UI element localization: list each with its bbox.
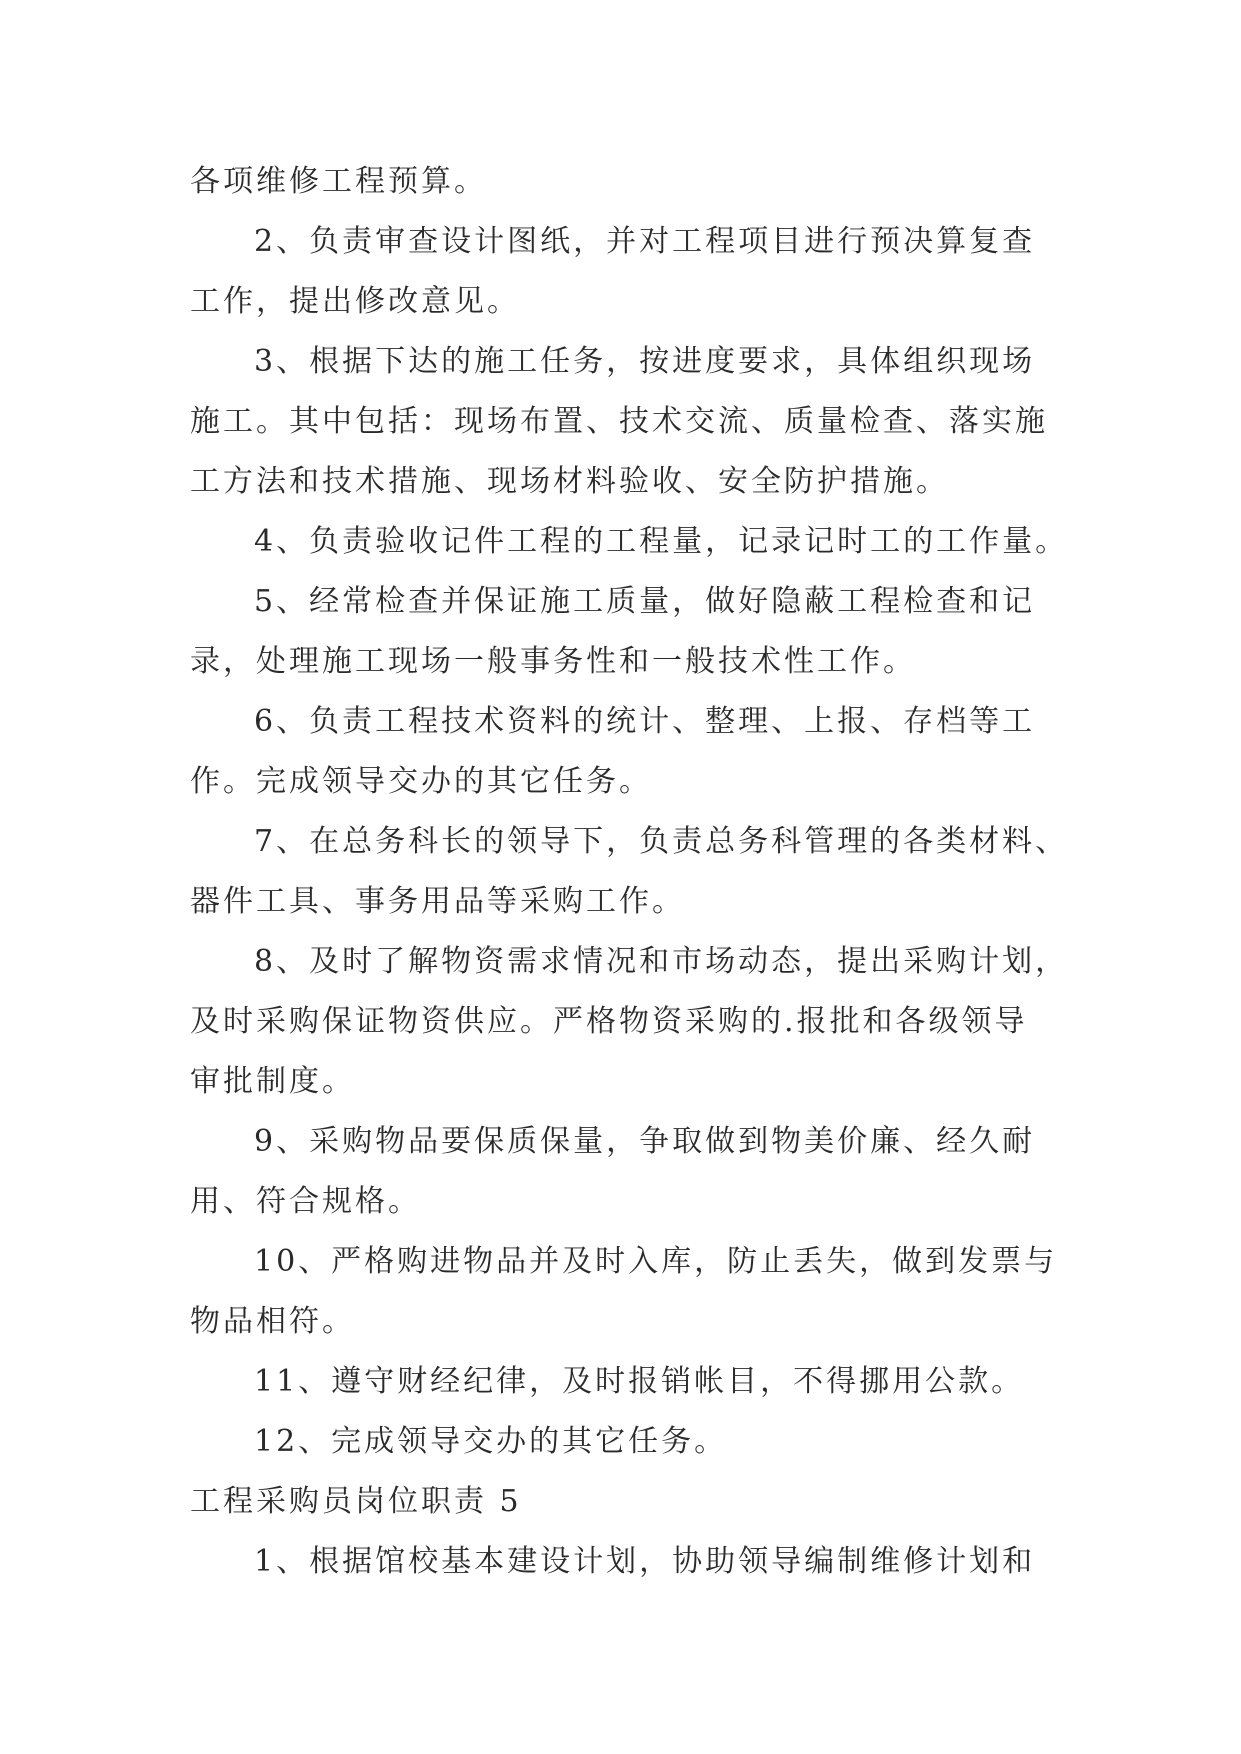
text-line: 工作，提出修改意见。 <box>190 284 520 319</box>
text-line: 3、根据下达的施工任务，按进度要求，具体组织现场 <box>254 344 1036 379</box>
text-line: 9、采购物品要保质保量，争取做到物美价廉、经久耐 <box>254 1124 1036 1159</box>
text-line: 物品相符。 <box>190 1304 355 1339</box>
text-line: 1、根据馆校基本建设计划，协助领导编制维修计划和 <box>254 1544 1036 1579</box>
text-line: 8、及时了解物资需求情况和市场动态，提出采购计划， <box>254 944 1069 979</box>
text-line: 录，处理施工现场一般事务性和一般技术性工作。 <box>190 644 916 679</box>
text-line: 10、严格购进物品并及时入库，防止丢失，做到发票与 <box>254 1244 1058 1279</box>
text-line: 各项维修工程预算。 <box>190 164 487 199</box>
text-line: 12、完成领导交办的其它任务。 <box>254 1424 728 1459</box>
text-line: 7、在总务科长的领导下，负责总务科管理的各类材料、 <box>254 824 1069 859</box>
text-line: 器件工具、事务用品等采购工作。 <box>190 884 685 919</box>
text-line: 用、符合规格。 <box>190 1184 421 1219</box>
document-body <box>190 152 1069 1592</box>
text-line: 作。完成领导交办的其它任务。 <box>190 764 652 799</box>
text-line: 施工。其中包括：现场布置、技术交流、质量检查、落实施 <box>190 404 1048 439</box>
text-line: 2、负责审查设计图纸，并对工程项目进行预决算复查 <box>254 224 1036 259</box>
text-line: 审批制度。 <box>190 1064 355 1099</box>
text-line: 5、经常检查并保证施工质量，做好隐蔽工程检查和记 <box>254 584 1036 619</box>
text-line: 4、负责验收记件工程的工程量，记录记时工的工作量。 <box>254 524 1069 559</box>
text-line: 11、遵守财经纪律，及时报销帐目，不得挪用公款。 <box>254 1364 1025 1399</box>
text-line: 及时采购保证物资供应。严格物资采购的.报批和各级领导 <box>190 1004 1028 1039</box>
text-line: 6、负责工程技术资料的统计、整理、上报、存档等工 <box>254 704 1036 739</box>
section-heading: 工程采购员岗位职责 5 <box>190 1484 522 1519</box>
text-line: 工方法和技术措施、现场材料验收、安全防护措施。 <box>190 464 949 499</box>
